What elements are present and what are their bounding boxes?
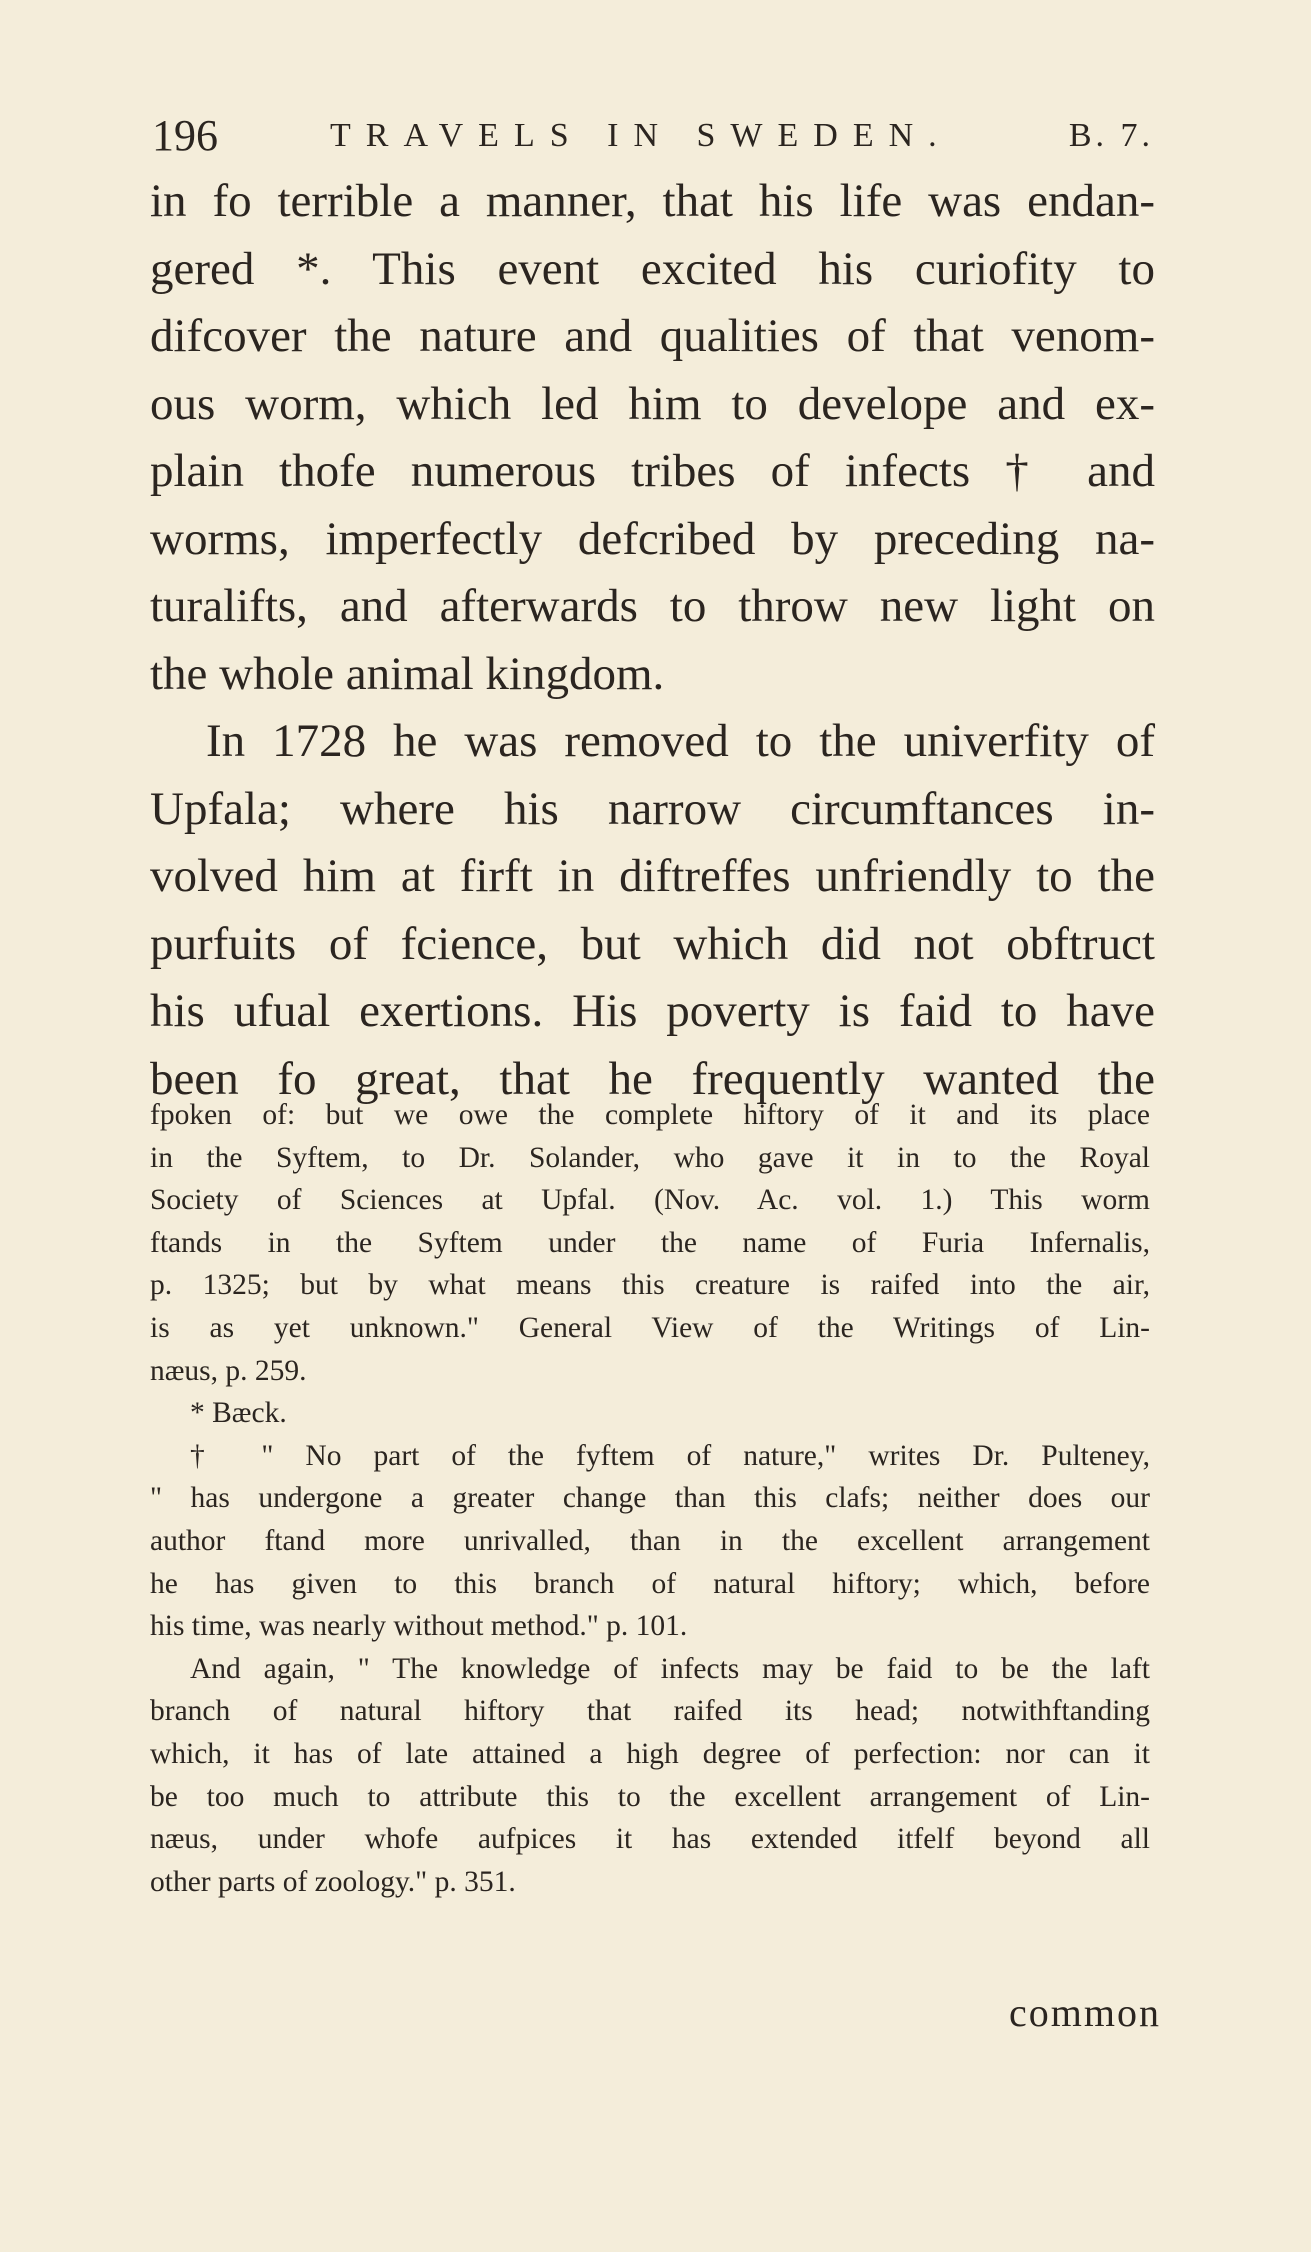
text-line: been fo great, that he frequently wanted the <box>150 1052 1155 1105</box>
text-line: Upfala; where his narrow circumftances in- <box>150 782 1155 835</box>
text-line: worms, imperfectly defcribed by preceding na- <box>150 512 1155 565</box>
footnote-line: author ftand more unrivalled, than in the excellent arrangement <box>150 1524 1150 1557</box>
footnote-line: Society of Sciences at Upfal. (Nov. Ac. vol. 1.) This worm <box>150 1184 1150 1217</box>
text-line: turalifts, and afterwards to throw new light on <box>150 580 1155 632</box>
text-line: difcover the nature and qualities of that venom- <box>150 310 1155 362</box>
footnote-line: is as yet unknown." General View of the Writings of Lin- <box>150 1311 1150 1344</box>
footnote-marker-line: * Bæck. <box>190 1397 287 1430</box>
footnotes <box>150 1094 1150 1903</box>
footnote-line: be too much to attribute this to the excellent arrangement of Lin- <box>150 1780 1150 1813</box>
footnote-line: fpoken of: but we owe the complete hiftory of it and its place <box>150 1099 1150 1131</box>
text-line: In 1728 he was removed to the univerfity of <box>206 715 1155 767</box>
footnote-line: he has given to this branch of natural hiftory; which, before <box>150 1567 1150 1600</box>
page-header <box>152 110 1154 162</box>
text-line: gered *. This event excited his curiofity to <box>150 242 1155 295</box>
running-title: TRAVELS IN SWEDEN. <box>330 117 952 154</box>
book-number: B. 7. <box>1068 117 1154 154</box>
footnote-line: branch of natural hiftory that raifed its head; notwithftanding <box>150 1695 1150 1728</box>
footnote-line: other parts of zoology." p. 351. <box>150 1865 516 1898</box>
footnote-line: " has undergone a greater change than this clafs; neither does our <box>150 1482 1150 1515</box>
footnote-line: in the Syftem, to Dr. Solander, who gave it in to the Royal <box>150 1141 1150 1174</box>
text-line: volved him at firft in diftreffes unfriendly to the <box>150 850 1155 902</box>
page-number: 196 <box>152 111 218 160</box>
catchword: common <box>1009 1990 1161 2035</box>
footnote-line: And again, " The knowledge of infects may be faid to be the laft <box>190 1652 1150 1685</box>
text-line: plain thofe numerous tribes of infects † and <box>150 445 1155 497</box>
footnote-line: næus, under whofe aufpices it has extended itfelf beyond all <box>150 1823 1150 1856</box>
footnote-line: ftands in the Syftem under the name of Furia Infernalis, <box>150 1226 1150 1259</box>
text-line: in fo terrible a manner, that his life was endan- <box>150 175 1155 227</box>
main-text <box>150 168 1155 1113</box>
footnote-line: which, it has of late attained a high degree of perfection: nor can it <box>150 1737 1150 1770</box>
text-line: purfuits of fcience, but which did not obftruct <box>150 917 1155 970</box>
text-line: his ufual exertions. His poverty is faid to have <box>150 985 1155 1037</box>
footnote-line: næus, p. 259. <box>150 1354 307 1387</box>
text-line: ous worm, which led him to develope and ex- <box>150 377 1155 430</box>
footnote-line: p. 1325; but by what means this creature is raifed into the air, <box>150 1269 1150 1302</box>
footnote-line: † " No part of the fyftem of nature," writes Dr. Pulteney, <box>190 1439 1150 1472</box>
footnote-line: his time, was nearly without method." p. 101. <box>150 1610 688 1643</box>
text-line: the whole animal kingdom. <box>150 647 665 700</box>
